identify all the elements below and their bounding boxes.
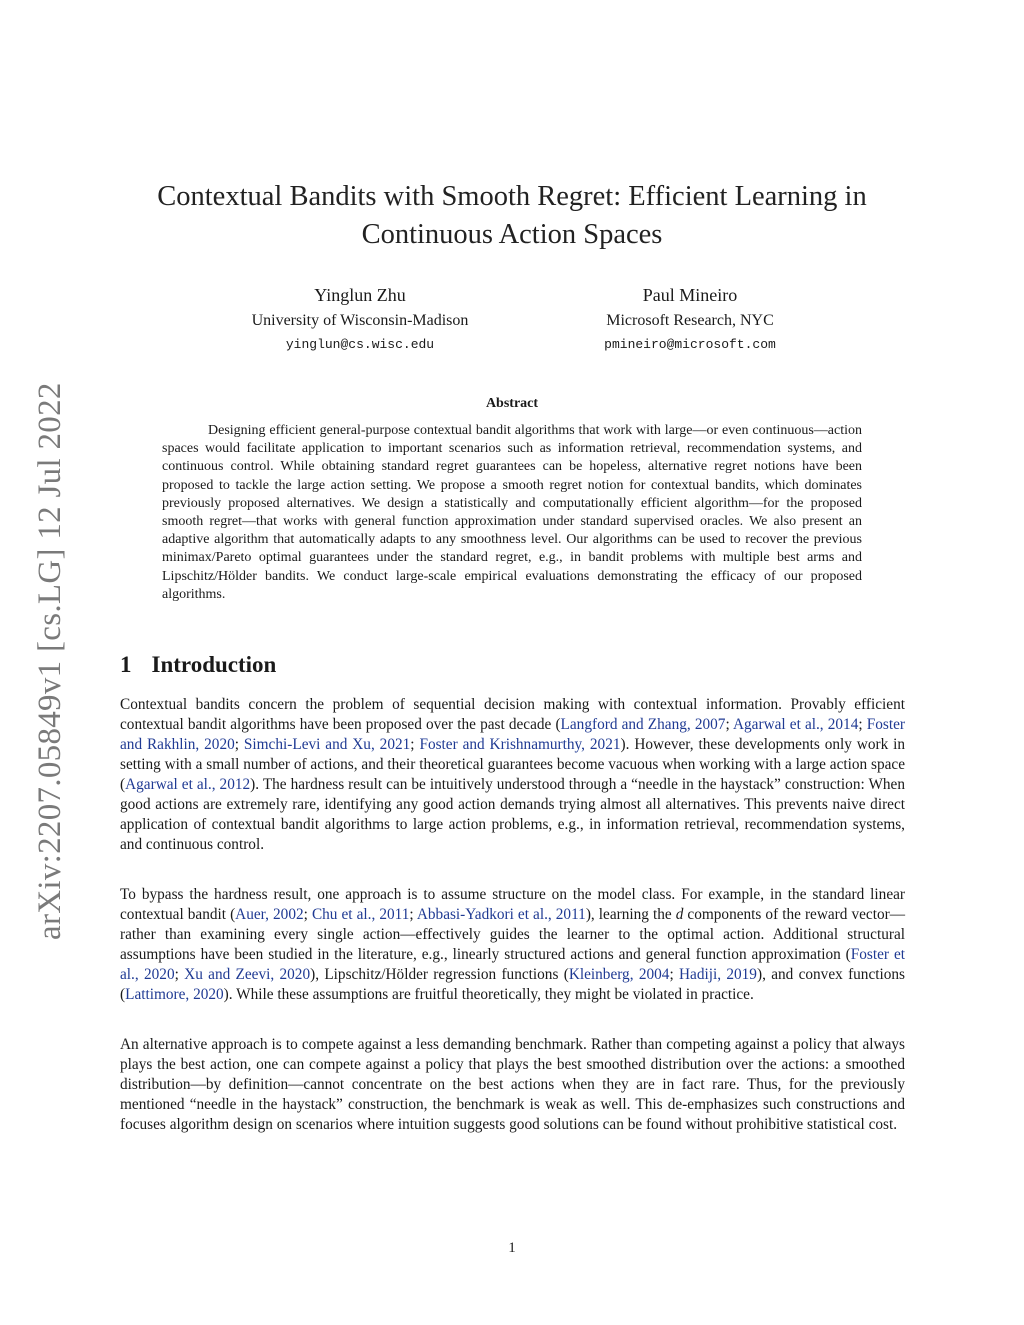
intro-paragraph-1	[120, 695, 905, 855]
citation-link[interactable]: Langford and Zhang, 2007	[560, 716, 726, 733]
text-run: To bypass the hardness result, one approach is to assume structure on the model class. For example, in the standard linear contextual bandit (	[120, 886, 905, 923]
text-run: ), Lipschitz/Hölder regression functions (	[310, 966, 569, 983]
text-run: ;	[303, 906, 312, 923]
author-block	[540, 284, 840, 355]
text-run: components of the reward vector—rather than examining every single action—effectively guides the learner to the optimal action. Additional structural assumptions have been studied in the literature, e.g., linearly structured actions and general function approximation (	[120, 906, 905, 963]
intro-paragraph-2	[120, 885, 905, 1005]
citation-link[interactable]: Foster et al., 2020	[120, 946, 906, 983]
text-run: ;	[725, 716, 733, 733]
citation-link[interactable]: Auer, 2002	[235, 906, 304, 923]
text-run: Contextual bandits concern the problem of sequential decision making with contextual information. Provably efficient contextual bandit algorithms have been proposed over the past decade (	[120, 696, 905, 733]
author-block	[210, 284, 510, 355]
citation-link[interactable]: Lattimore, 2020	[125, 986, 224, 1003]
author-email: yinglun@cs.wisc.edu	[285, 337, 435, 352]
citation-link[interactable]: Kleinberg, 2004	[568, 966, 670, 983]
section-number: 1	[120, 652, 132, 677]
page-number: 1	[508, 1240, 516, 1256]
citation-link[interactable]: Hadiji, 2019	[679, 966, 757, 983]
author-affiliation: University of Wisconsin-Madison	[251, 312, 469, 329]
citation-link[interactable]: Abbasi-Yadkori et al., 2011	[416, 906, 586, 923]
text-run: ;	[858, 716, 867, 733]
citation-link[interactable]: Chu et al., 2011	[311, 906, 410, 923]
author-name: Yinglun Zhu	[314, 285, 406, 305]
citation-link[interactable]: Foster and Rakhlin, 2020	[120, 716, 905, 753]
text-run: ;	[409, 906, 417, 923]
citation-link[interactable]: Simchi-Levi and Xu, 2021	[243, 736, 411, 753]
citation-link[interactable]: Agarwal et al., 2014	[732, 716, 859, 733]
author-affiliation: Microsoft Research, NYC	[606, 312, 774, 329]
author-name: Paul Mineiro	[642, 285, 738, 305]
citation-link[interactable]: Foster and Krishnamurthy, 2021	[419, 736, 621, 753]
abstract-heading: Abstract	[485, 396, 539, 411]
citation-link[interactable]: Agarwal et al., 2012	[125, 776, 251, 793]
intro-paragraph-3: An alternative approach is to compete against a less demanding benchmark. Rather than competing against a policy that always plays the best action, one can compete against a policy that plays the best smoothed distribution over the actions: a smoothed distribution—by definition—cannot concentrate on the best actions when they are in fact rare. Thus, for the previously mentioned “needle in the haystack” construction, the benchmark is weak as well. This de-emphasizes such constructions and focuses algorithm design on scenarios where intuition suggests good solutions can be found without prohibitive statistical cost.	[120, 1036, 905, 1133]
citation-link[interactable]: Xu and Zeevi, 2020	[184, 966, 311, 983]
text-run: ), learning the	[585, 906, 676, 923]
author-email: pmineiro@microsoft.com	[604, 337, 776, 352]
abstract-text: Designing efficient general-purpose contextual bandit algorithms that work with large—or even continuous—action spaces would facilitate application to important scenarios such as information retrieval, recommendation systems, and continuous control. While obtaining standard regret guarantees can be hopeless, alternative regret notions have been proposed to tackle the large action setting. We propose a smooth regret notion for contextual bandits, which dominates previously proposed alternatives. We design a statistically and computationally efficient algorithm—for the proposed smooth regret—that works with general function approximation under standard supervised oracles. We also present an adaptive algorithm that automatically adapts to any smoothness level. Our algorithms can be used to recover the previous minimax/Pareto optimal guarantees under the standard regret, e.g., in bandit problems with multiple best arms and Lipschitz/Hölder bandits. We conduct large-scale empirical evaluations demonstrating the efficacy of our proposed algorithms.	[162, 423, 862, 602]
paper-title: Contextual Bandits with Smooth Regret: Efficient Learning in Continuous Action Spaces	[157, 181, 867, 250]
text-run: ). While these assumptions are fruitful theoretically, they might be violated in practice.	[223, 986, 754, 1003]
text-run: ). The hardness result can be intuitively understood through a “needle in the haystack” construction: When good actions are extremely rare, identifying any good action demands trying almost all alternatives. This prevents naive direct application of contextual bandit algorithms to large action problems, e.g., in information retrieval, recommendation systems, and continuous control.	[120, 776, 905, 853]
text-run: ). However, these developments only work in setting with a small number of actions, and their theoretical guarantees become vacuous when working with a large action space (	[120, 736, 906, 793]
text-run: ;	[669, 966, 679, 983]
text-run: ;	[410, 736, 420, 753]
section-heading	[120, 652, 276, 678]
text-run: ;	[174, 966, 185, 983]
text-run: ), and convex functions (	[120, 966, 905, 1003]
text-run: ;	[234, 736, 244, 753]
math-variable: d	[675, 906, 684, 923]
arxiv-identifier-stamp: arXiv:2207.05849v1 [cs.LG] 12 Jul 2022	[31, 382, 68, 940]
section-title: Introduction	[151, 652, 277, 677]
